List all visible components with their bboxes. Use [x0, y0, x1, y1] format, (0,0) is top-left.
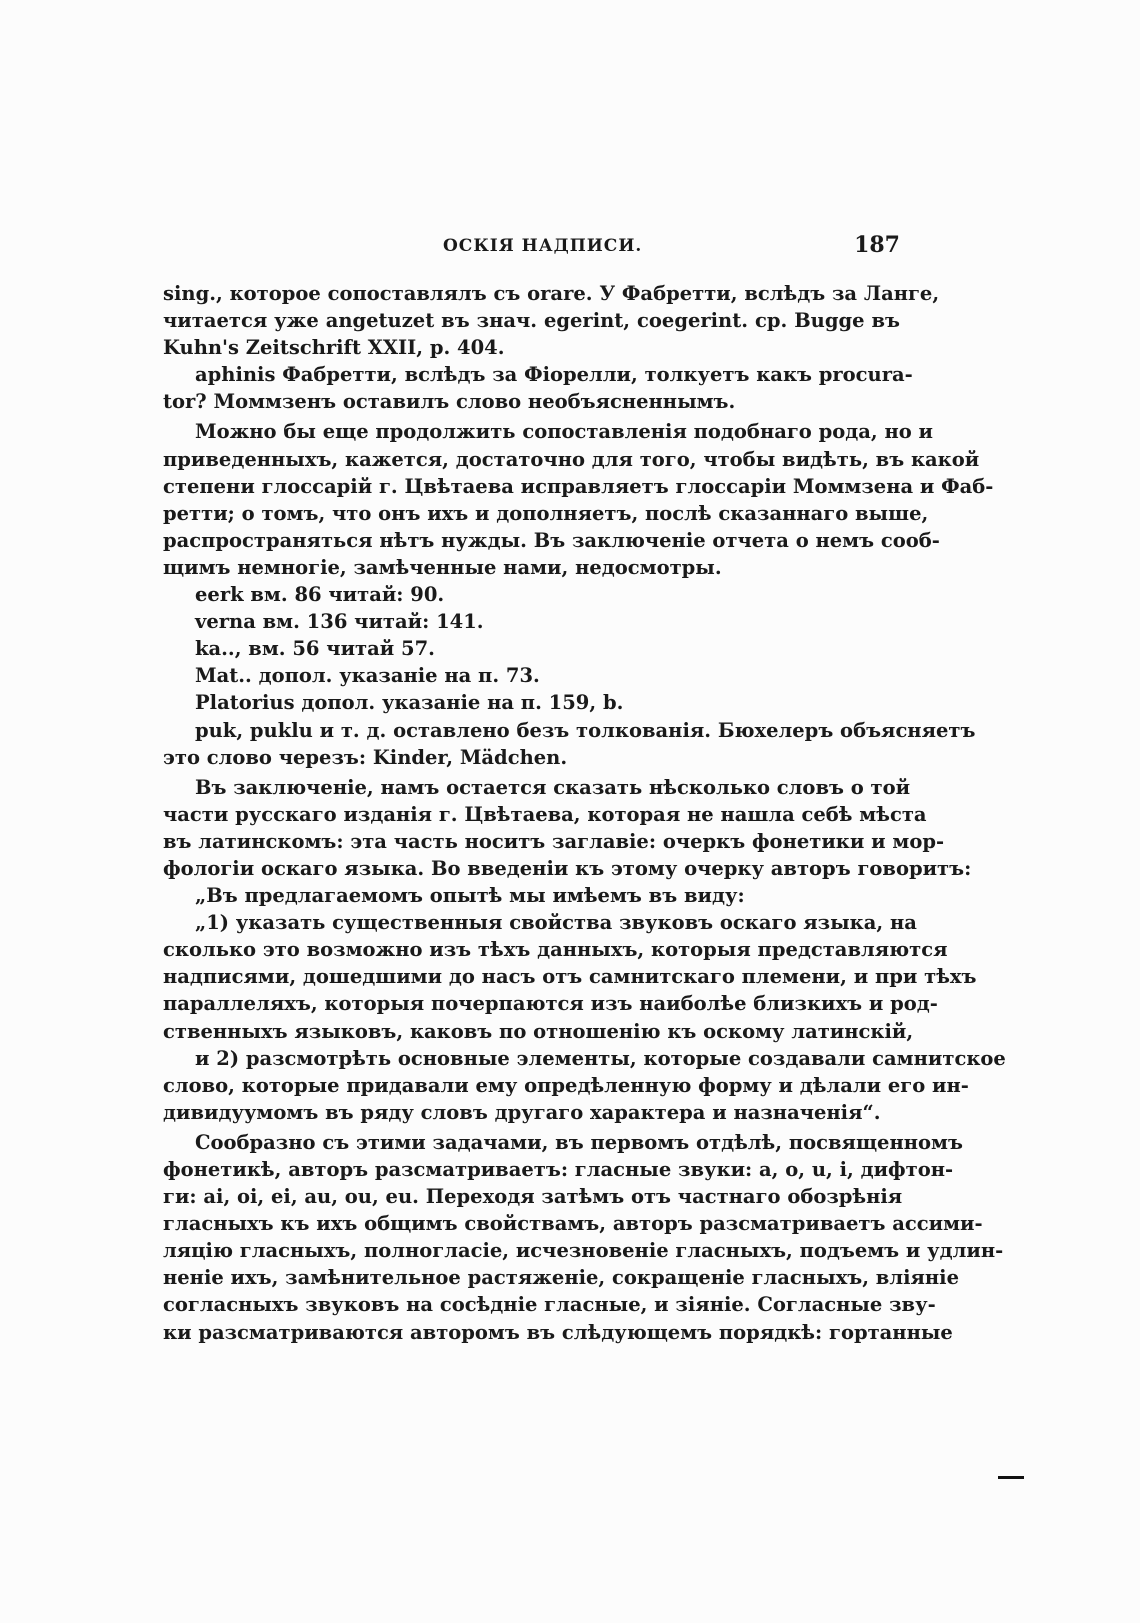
text-line: sing., которое сопоставлялъ съ orare. У Фабретти, вслѣдъ за Ланге, [163, 282, 940, 305]
text-line: Сообразно съ этими задачами, въ первомъ отдѣлѣ, посвященномъ [195, 1130, 963, 1154]
quote-line: „1) указать существенныя свойства звуковъ оскаго языка, на [195, 911, 917, 935]
text-line: Можно бы еще продолжить сопоставленія подобнаго рода, но и [195, 420, 933, 444]
running-header [163, 232, 900, 266]
text-line: щимъ немногіе, замѣченные нами, недосмотры. [163, 555, 722, 579]
text-line: неніе ихъ, замѣнительное растяженіе, сокращеніе гласныхъ, вліяніе [163, 1266, 959, 1290]
erratum-line: Platorius допол. указаніе на п. 159, b. [195, 691, 624, 715]
text-line: ляцію гласныхъ, полногласіе, исчезновеніе гласныхъ, подъемъ и удлин- [163, 1239, 1004, 1263]
running-title: ОСКІЯ НАДПИСИ. [443, 236, 643, 256]
text-line: Kuhn's Zeitschrift XXII, p. 404. [163, 336, 505, 360]
text-line: въ латинскомъ: эта часть носитъ заглавіе: очеркъ фонетики и мор- [163, 829, 945, 853]
text-line: приведенныхъ, кажется, достаточно для того, чтобы видѣть, въ какой [163, 447, 980, 471]
text-line: puk, puklu и т. д. оставлено безъ толкованія. Бюхелеръ объясняетъ [195, 718, 976, 742]
erratum-line: verna вм. 136 читай: 141. [195, 610, 484, 634]
erratum-line: eerk вм. 86 читай: 90. [195, 583, 445, 607]
text-line: фологіи оскаго языка. Во введеніи къ этому очерку авторъ говоритъ: [163, 856, 972, 880]
quote-line: дивидуумомъ въ ряду словъ другаго характера и назначенія“. [163, 1100, 881, 1124]
text-line: распространяться нѣтъ нужды. Въ заключеніе отчета о немъ сооб- [163, 528, 940, 552]
text-line: ки разсматриваются авторомъ въ слѣдующемъ порядкѣ: гортанные [163, 1320, 953, 1344]
page-number: 187 [854, 232, 900, 258]
text-line: aphinis Фабретти, вслѣдъ за Фіорелли, толкуетъ какъ procura- [195, 363, 913, 387]
book-page [163, 232, 1006, 1346]
text-line: это слово черезъ: Kinder, Mädchen. [163, 745, 568, 769]
text-line: tor? Моммзенъ оставилъ слово необъясненнымъ. [163, 390, 736, 414]
text-line: согласныхъ звуковъ на сосѣдніе гласные, и зіяніе. Согласные зву- [163, 1293, 936, 1317]
quote-line: слово, которые придавали ему опредѣленную форму и дѣлали его ин- [163, 1073, 969, 1097]
quote-line: ственныхъ языковъ, каковъ по отношенію къ оскому латинскій, [163, 1019, 914, 1043]
body-text [163, 280, 1006, 1346]
quote-line: параллеляхъ, которыя почерпаются изъ наиболѣе близкихъ и род- [163, 992, 938, 1016]
text-line: ги: ai, oi, ei, au, ou, eu. Переходя затѣмъ отъ частнаго обозрѣнія [163, 1185, 903, 1209]
quote-line: „Въ предлагаемомъ опытѣ мы имѣемъ въ виду: [195, 884, 745, 908]
text-line: фонетикѣ, авторъ разсматриваетъ: гласные звуки: a, o, u, i, дифтон- [163, 1158, 954, 1181]
quote-line: и 2) разсмотрѣть основные элементы, которые создавали самнитское [195, 1046, 1006, 1070]
text-line: степени глоссарій г. Цвѣтаева исправляетъ глоссаріи Моммзена и Фаб- [163, 474, 994, 498]
erratum-line: ka.., вм. 56 читай 57. [195, 637, 435, 661]
erratum-line: Mat.. допол. указаніе на п. 73. [195, 664, 540, 688]
quote-line: надписями, дошедшими до насъ отъ самнитскаго племени, и при тѣхъ [163, 965, 977, 989]
page-edge-mark [998, 1476, 1024, 1479]
quote-line: сколько это возможно изъ тѣхъ данныхъ, которыя представляются [163, 938, 948, 962]
text-line: Въ заключеніе, намъ остается сказать нѣсколько словъ о той [195, 775, 911, 799]
text-line: ретти; о томъ, что онъ ихъ и дополняетъ, послѣ сказаннаго выше, [163, 501, 929, 525]
text-line: читается уже angetuzet въ знач. egerint, coegerint. ср. Bugge въ [163, 309, 900, 333]
text-line: части русскаго изданія г. Цвѣтаева, которая не нашла себѣ мѣста [163, 802, 927, 826]
text-line: гласныхъ къ ихъ общимъ свойствамъ, авторъ разсматриваетъ ассими- [163, 1212, 983, 1236]
